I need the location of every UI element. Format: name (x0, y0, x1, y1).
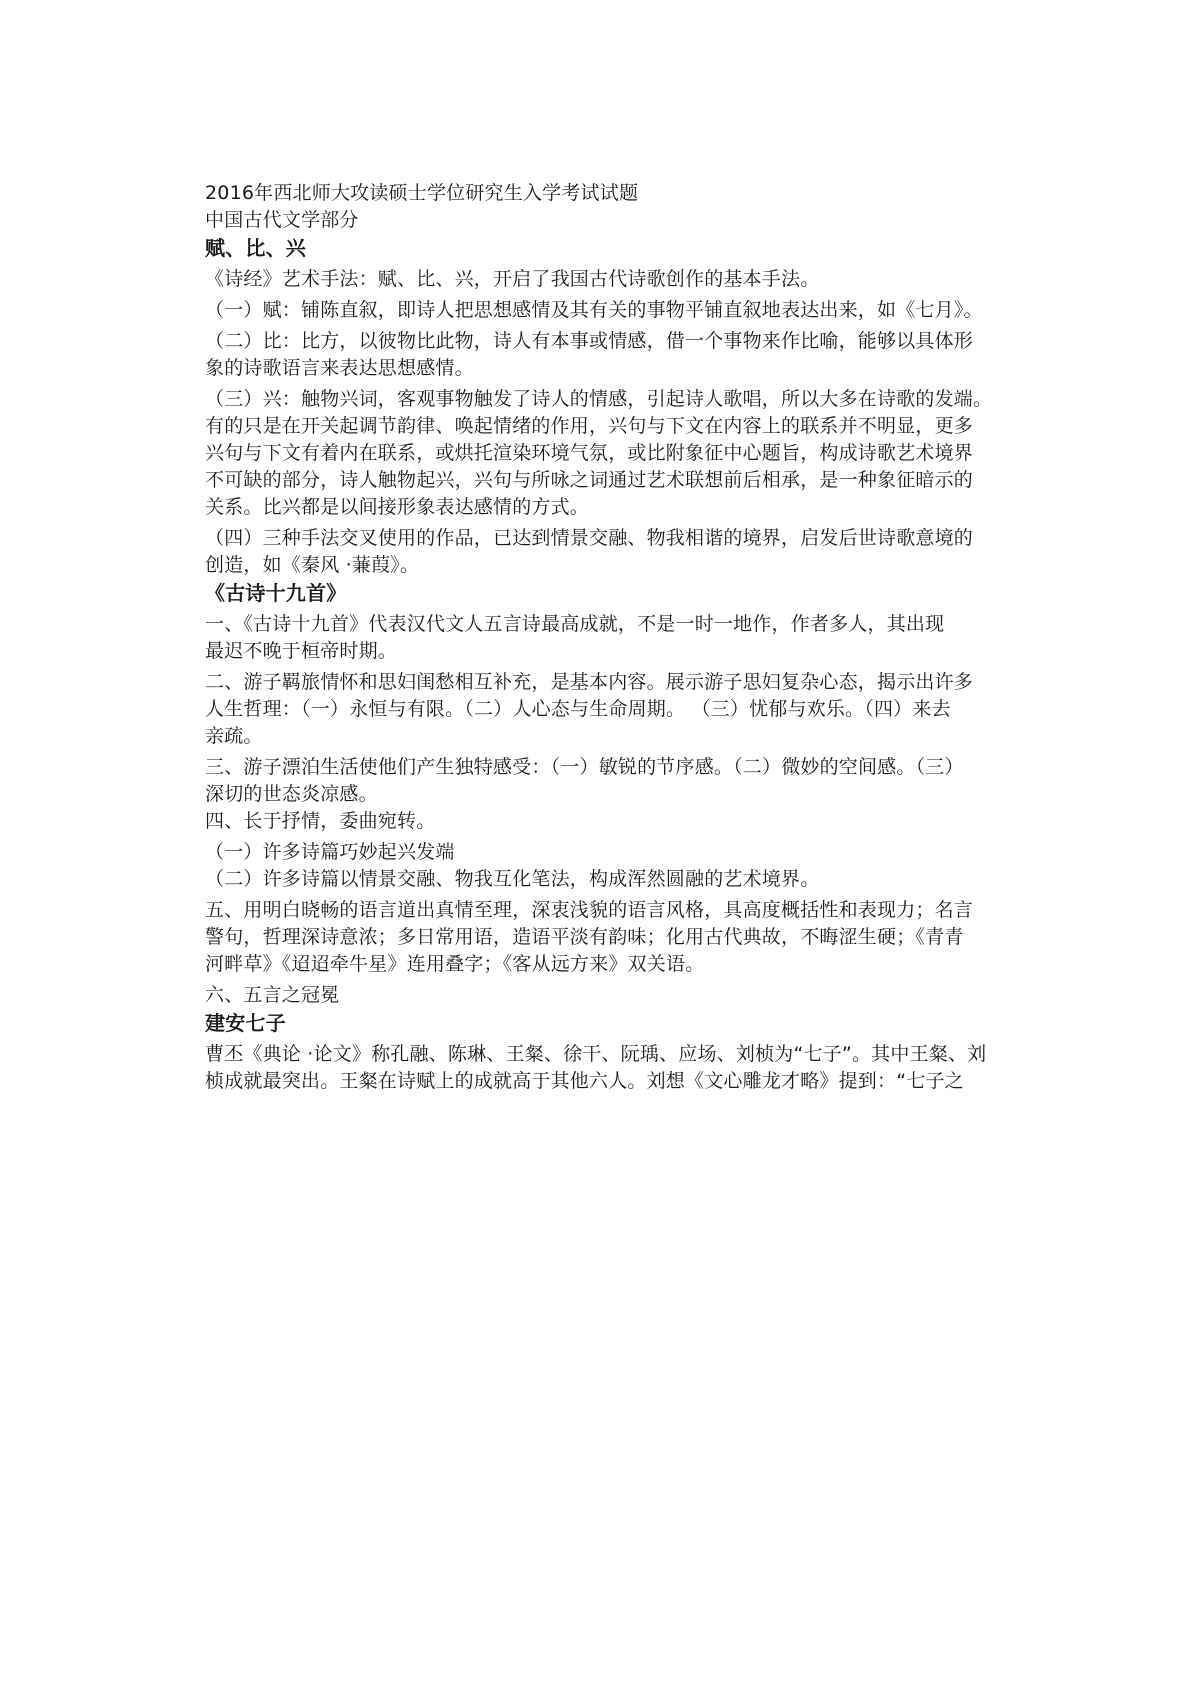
text-line: 曹丕《典论 ·论文》称孔融、陈琳、王粲、徐干、阮瑀、应场、刘桢为“七子”。其中王粲、刘 (205, 1043, 987, 1065)
text-line: 三、游子漂泊生活使他们产生独特感受：（一）敏锐的节序感。（二）微妙的空间感。（三） (205, 756, 964, 778)
text-line: 一、《古诗十九首》代表汉代文人五言诗最高成就，不是一时一地作，作者多人，其出现 (205, 613, 945, 635)
text-line: 警句，哲理深诗意浓；多日常用语，造语平淡有韵味；化用古代典故，不晦涩生硬；《青青 (205, 926, 964, 948)
section-heading: 《古诗十九首》 (205, 581, 347, 605)
document-body (205, 180, 1005, 1095)
text-line: 深切的世态炎凉感。 (205, 783, 378, 805)
text-line: （一）许多诗篇巧妙起兴发端 (205, 841, 455, 863)
text-line: 桢成就最突出。王粲在诗赋上的成就高于其他六人。刘想《文心雕龙才略》提到：“七子之 (205, 1070, 964, 1092)
text-line: 关系。比兴都是以间接形象表达感情的方式。 (205, 496, 590, 518)
section-heading: 建安七子 (205, 1011, 286, 1035)
paragraph (205, 611, 1005, 665)
text-line: 兴句与下文有着内在联系，或烘托渲染环境气氛，或比附象征中心题旨，构成诗歌艺术境界 (205, 442, 974, 464)
text-line: （二）比：比方，以彼物比此物，诗人有本事或情感，借一个事物来作比喻，能够以具体形 (205, 330, 974, 352)
text-line: 亲疏。 (205, 725, 263, 747)
text-line: 象的诗歌语言来表达思想感情。 (205, 357, 474, 379)
paragraph (205, 897, 1005, 978)
text-line: 有的只是在开关起调节韵律、唤起情绪的作用，兴句与下文在内容上的联系并不明显，更多 (205, 415, 974, 437)
paragraph (205, 525, 1005, 579)
paragraph (205, 982, 1005, 1009)
text-line: （四）三种手法交叉使用的作品，已达到情景交融、物我相谐的境界，启发后世诗歌意境的 (205, 527, 974, 549)
paragraph (205, 839, 1005, 866)
text-line: 河畔草》《迢迢牵牛星》连用叠字；《客从远方来》双关语。 (205, 953, 705, 975)
document-title: 2016年西北师大攻读硕士学位研究生入学考试试题 (205, 182, 639, 204)
paragraph (205, 669, 1005, 750)
document-subtitle: 中国古代文学部分 (205, 209, 359, 231)
text-line: 最迟不晚于桓帝时期。 (205, 640, 398, 662)
text-line: 人生哲理：（一）永恒与有限。（二）人心态与生命周期。 （三）忧郁与欢乐。（四）来去 (205, 698, 951, 720)
paragraph (205, 386, 1005, 521)
text-line: 四、长于抒情，委曲宛转。 (205, 810, 436, 832)
paragraph (205, 266, 1005, 293)
paragraph (205, 297, 1005, 324)
paragraph (205, 866, 1005, 893)
text-line: （二）许多诗篇以情景交融、物我互化笔法，构成浑然圆融的艺术境界。 (205, 868, 820, 890)
text-line: 二、游子羁旅情怀和思妇闺愁相互补充，是基本内容。展示游子思妇复杂心态，揭示出许多 (205, 671, 974, 693)
text-line: 《诗经》艺术手法：赋、比、兴，开启了我国古代诗歌创作的基本手法。 (205, 268, 820, 290)
paragraph (205, 808, 1005, 835)
text-line: 创造，如《秦风 ·蒹葭》。 (205, 554, 420, 576)
text-line: 六、五言之冠冕 (205, 984, 340, 1006)
text-line: 五、用明白晓畅的语言道出真情至理，深衷浅貌的语言风格，具高度概括性和表现力；名言 (205, 899, 974, 921)
paragraph (205, 1041, 1005, 1095)
text-line: （一）赋：铺陈直叙，即诗人把思想感情及其有关的事物平铺直叙地表达出来，如《七月》。 (205, 299, 983, 321)
paragraph (205, 328, 1005, 382)
text-line: （三）兴：触物兴词，客观事物触发了诗人的情感，引起诗人歌唱，所以大多在诗歌的发端。 (205, 388, 993, 410)
section-heading: 赋、比、兴 (205, 236, 306, 260)
paragraph (205, 754, 1005, 808)
text-line: 不可缺的部分，诗人触物起兴，兴句与所咏之词通过艺术联想前后相承，是一种象征暗示的 (205, 469, 974, 491)
